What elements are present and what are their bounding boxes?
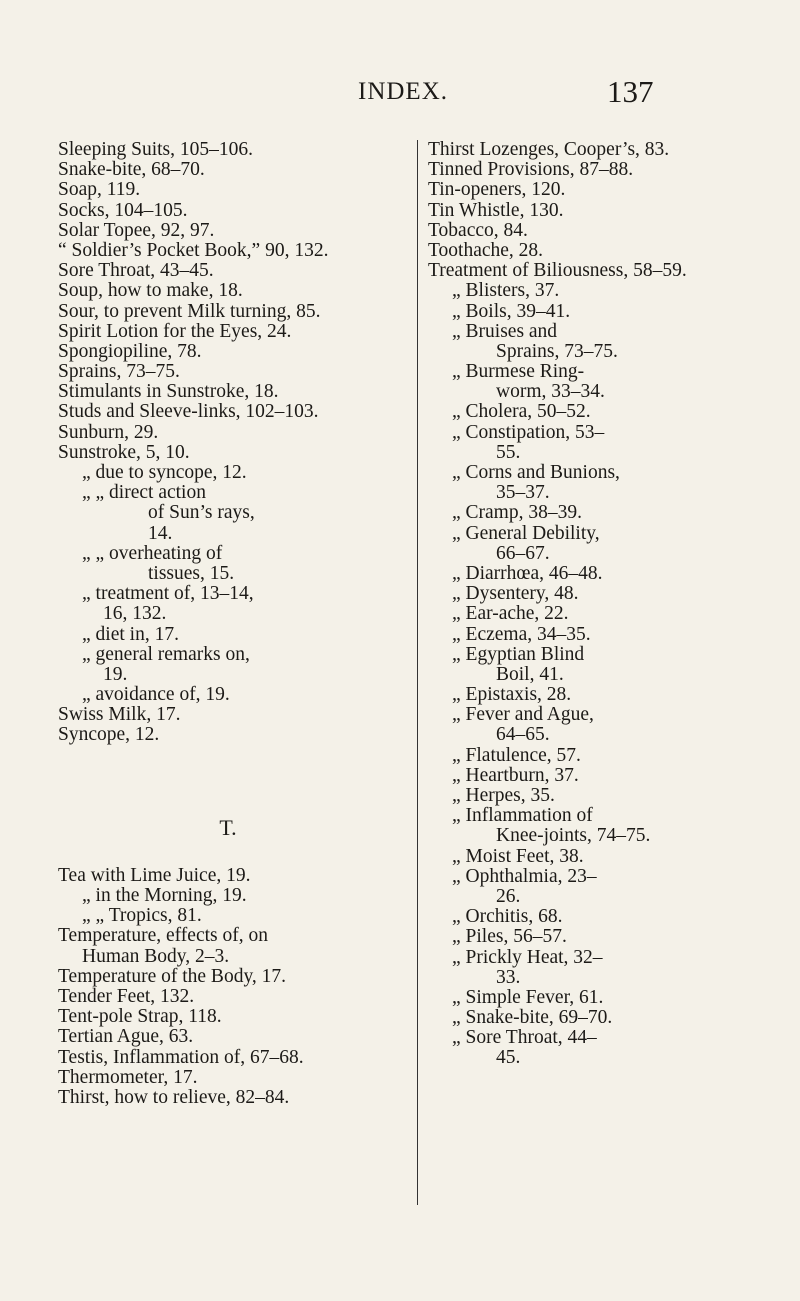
index-subentry: „ Blisters, 37.	[452, 280, 560, 302]
index-continuation: 19.	[103, 663, 128, 685]
index-entry: Swiss Milk, 17.	[58, 704, 181, 726]
index-subentry: „ Cholera, 50–52.	[452, 401, 591, 423]
index-subentry: „ avoidance of, 19.	[82, 684, 230, 706]
index-subentry: „ Dysentery, 48.	[452, 583, 579, 605]
index-entry: Syncope, 12.	[58, 724, 160, 746]
index-subentry: „ Orchitis, 68.	[452, 906, 563, 928]
index-continuation: 14.	[148, 522, 173, 544]
index-continuation: 16, 132.	[103, 603, 167, 625]
index-entry: Toothache, 28.	[428, 239, 544, 261]
index-entry: Testis, Inflammation of, 67–68.	[58, 1046, 304, 1068]
index-subentry: „ Cramp, 38–39.	[452, 502, 582, 524]
index-continuation: worm, 33–34.	[496, 381, 605, 403]
index-entry: Temperature, effects of, on	[58, 925, 268, 947]
index-entry: Thirst Lozenges, Cooper’s, 83.	[428, 139, 670, 160]
index-entry: Sprains, 73–75.	[58, 361, 180, 383]
index-continuation: Knee-joints, 74–75.	[496, 825, 651, 847]
index-subentry: „ Fever and Ague,	[452, 704, 594, 726]
index-subentry: „ Constipation, 53–	[452, 421, 605, 443]
index-entry: Treatment of Biliousness, 58–59.	[428, 260, 687, 282]
index-entry: Tin-openers, 120.	[428, 179, 566, 201]
index-entry: Tent-pole Strap, 118.	[58, 1006, 222, 1028]
index-entry: Studs and Sleeve-links, 102–103.	[58, 401, 319, 423]
index-subentry: „ in the Morning, 19.	[82, 885, 247, 906]
index-entry: Tinned Provisions, 87–88.	[428, 159, 634, 181]
index-entry: Tobacco, 84.	[428, 219, 528, 241]
index-entry: Socks, 104–105.	[58, 199, 188, 221]
index-subentry: „ General Debility,	[452, 522, 600, 544]
index-entry: Spirit Lotion for the Eyes, 24.	[58, 320, 292, 342]
index-continuation: 55.	[496, 441, 521, 463]
index-subentry: „ Prickly Heat, 32–	[452, 946, 603, 968]
index-subentry: „ due to syncope, 12.	[82, 462, 247, 483]
index-subentry: „ „ overheating of	[82, 542, 223, 564]
index-subentry: „ diet in, 17.	[82, 623, 179, 645]
index-subentry: „ Sore Throat, 44–	[452, 1027, 597, 1049]
index-subentry: „ Bruises and	[452, 320, 558, 342]
index-entry: Soap, 119.	[58, 179, 141, 201]
index-subentry: „ Inflammation of	[452, 805, 593, 827]
index-subentry: „ Flatulence, 57.	[452, 744, 581, 766]
index-subentry: „ Ophthalmia, 23–	[452, 865, 597, 887]
index-continuation: 33.	[496, 966, 521, 988]
index-subentry: „ Eczema, 34–35.	[452, 623, 591, 645]
index-continuation: of Sun’s rays,	[148, 502, 255, 524]
index-entry: Sunburn, 29.	[58, 421, 159, 443]
index-subentry: „ „ direct action	[82, 482, 206, 504]
section-letter-t: T.	[219, 814, 237, 840]
index-continuation: 66–67.	[496, 542, 550, 564]
index-continuation: 64–65.	[496, 724, 550, 746]
index-subentry: „ Boils, 39–41.	[452, 300, 571, 322]
index-entry: Thirst, how to relieve, 82–84.	[58, 1086, 290, 1108]
index-subentry: „ Burmese Ring-	[452, 361, 585, 383]
page-number: 137	[607, 74, 654, 109]
index-subentry: „ Snake-bite, 69–70.	[452, 1007, 613, 1029]
index-entry: Soup, how to make, 18.	[58, 280, 243, 302]
index-entry: Solar Topee, 92, 97.	[58, 219, 215, 241]
index-subentry: „ Simple Fever, 61.	[452, 986, 604, 1008]
index-continuation: 26.	[496, 885, 521, 907]
index-entry: Tender Feet, 132.	[58, 985, 195, 1007]
index-subentry: „ Piles, 56–57.	[452, 926, 567, 948]
index-subentry: „ Diarrhœa, 46–48.	[452, 562, 603, 584]
index-entry: Sunstroke, 5, 10.	[58, 441, 190, 463]
index-subentry: „ „ Tropics, 81.	[82, 905, 202, 927]
index-continuation: Boil, 41.	[496, 663, 564, 685]
index-entry: Temperature of the Body, 17.	[58, 965, 287, 987]
index-subentry: „ Herpes, 35.	[452, 785, 555, 806]
index-entry: Snake-bite, 68–70.	[58, 159, 205, 181]
index-entry: “ Soldier’s Pocket Book,” 90, 132.	[58, 239, 329, 261]
index-subentry: „ Moist Feet, 38.	[452, 845, 584, 867]
index-continuation: Human Body, 2–3.	[82, 945, 230, 967]
index-subentry: „ Heartburn, 37.	[452, 764, 579, 786]
index-column-right	[417, 140, 778, 1205]
index-entry: Stimulants in Sunstroke, 18.	[58, 381, 279, 403]
index-subentry: „ Epistaxis, 28.	[452, 684, 572, 706]
index-continuation: 45.	[496, 1047, 521, 1069]
index-subentry: „ Egyptian Blind	[452, 643, 585, 665]
index-subentry: „ Ear-ache, 22.	[452, 603, 569, 625]
index-subentry: „ general remarks on,	[82, 643, 250, 665]
index-continuation: tissues, 15.	[148, 562, 235, 584]
index-continuation: 35–37.	[496, 482, 550, 504]
index-continuation: Sprains, 73–75.	[496, 340, 618, 362]
running-title: INDEX.	[358, 78, 449, 105]
index-entry: Thermometer, 17.	[58, 1066, 198, 1088]
index-entry: Tin Whistle, 130.	[428, 199, 564, 221]
index-entry: Sore Throat, 43–45.	[58, 260, 214, 282]
index-entry: Tertian Ague, 63.	[58, 1026, 194, 1048]
index-entry: Spongiopiline, 78.	[58, 340, 202, 362]
index-entry: Sour, to prevent Milk turning, 85.	[58, 300, 321, 322]
index-subentry: „ Corns and Bunions,	[452, 462, 620, 483]
index-entry: Tea with Lime Juice, 19.	[58, 864, 251, 886]
index-column-left	[58, 140, 398, 1108]
page-header	[0, 72, 800, 112]
index-entry: Sleeping Suits, 105–106.	[58, 139, 254, 160]
index-subentry: „ treatment of, 13–14,	[82, 583, 254, 605]
